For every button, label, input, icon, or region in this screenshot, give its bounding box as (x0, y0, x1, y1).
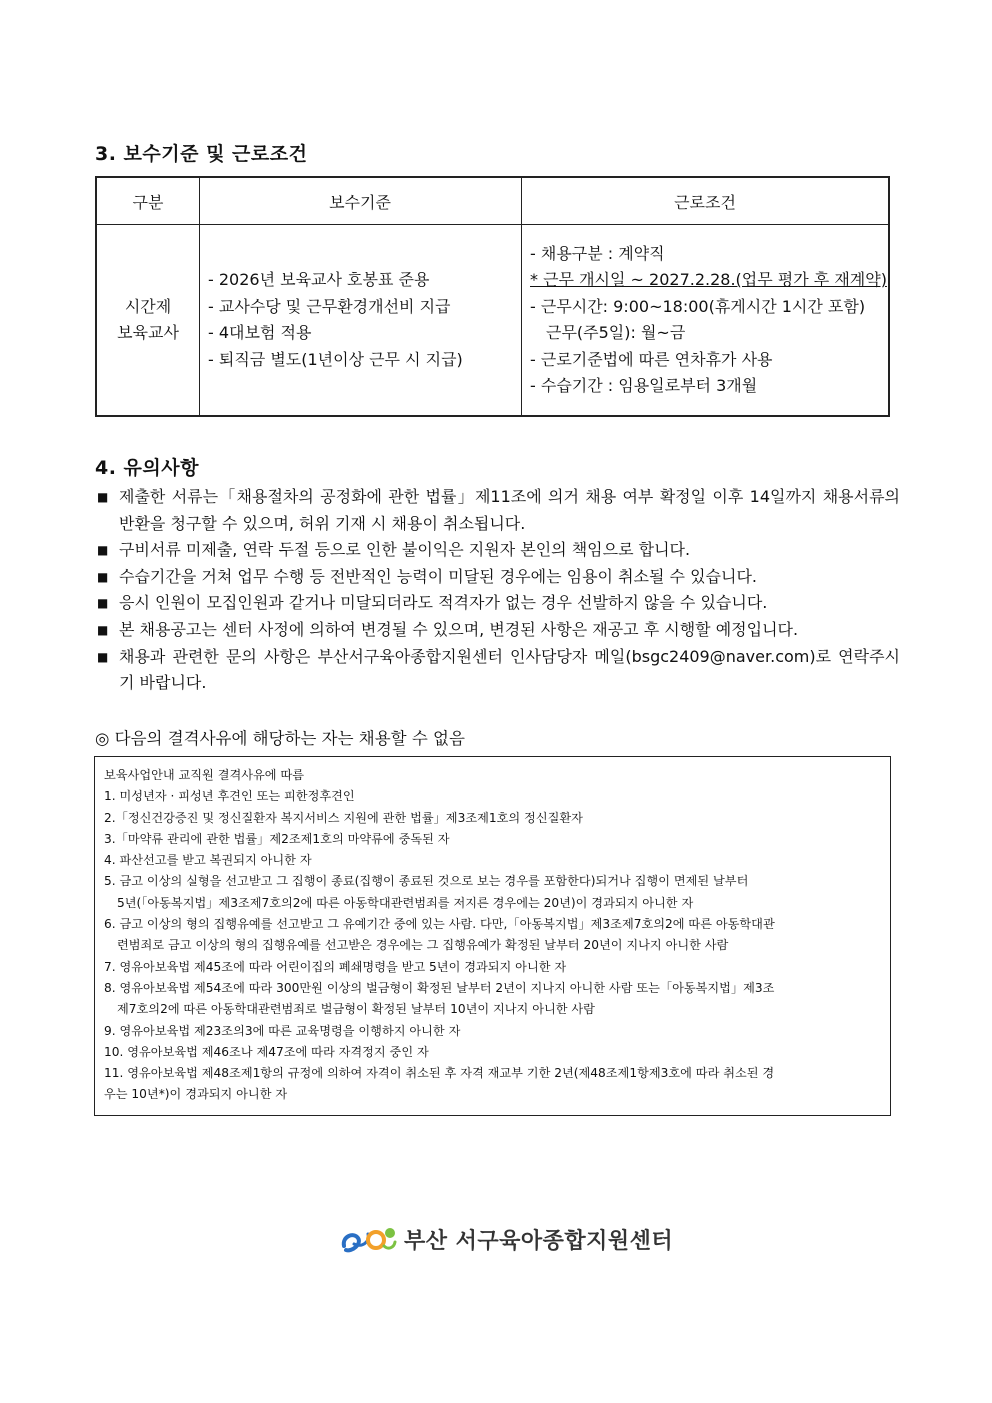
condition-item: - 수습기간 : 임용일로부터 3개월 (530, 376, 758, 395)
table-row (96, 225, 889, 417)
pay-item: - 4대보험 적용 (208, 323, 312, 342)
disqualification-line: 우는 10년*)이 경과되지 아니한 자 (104, 1087, 288, 1102)
condition-item: - 근로기준법에 따른 연차휴가 사용 (530, 349, 773, 369)
disqualification-line: 8. 영유아보육법 제54조에 따라 300만원 이상의 벌금형이 확정된 날부터 2년이 지나지 아니한 사람 또는「아동복지법」제3조 (104, 980, 775, 995)
disqualification-heading: ◎ 다음의 결격사유에 해당하는 자는 채용할 수 없음 (95, 729, 465, 748)
square-bullet-icon: ■ (97, 649, 109, 664)
disqualification-line: 보육사업안내 교직원 결격사유에 따름 (104, 768, 304, 782)
category-line: 시간제 (124, 296, 172, 316)
notes-list (95, 484, 900, 697)
square-bullet-icon: ■ (97, 569, 109, 584)
list-item: ■ 수습기간을 거쳐 업무 수행 등 전반적인 능력이 미달된 경우에는 임용이 취소될 수 있습니다. (95, 564, 900, 591)
pay-cell (200, 225, 522, 417)
category-cell (96, 225, 200, 417)
list-item: ■ 제출한 서류는「채용절차의 공정화에 관한 법률」제11조에 의거 채용 여부 확정일 이후 14일까지 채용서류의 반환을 청구할 수 있으며, 허위 기재 시 채용이 취소됩니다. (95, 484, 900, 537)
pay-conditions-table (95, 176, 890, 417)
condition-item: - 채용구분 : 계약직 (530, 243, 665, 263)
disqualification-line: 2.「정신건강증진 및 정신질환자 복지서비스 지원에 관한 법률」제3조제1호의 정신질환자 (104, 810, 583, 825)
condition-item-start-date: * 근무 개시일 ~ 2027.2.28.(업무 평가 후 재계약) (530, 270, 887, 289)
disqualification-line: 7. 영유아보육법 제45조에 따라 어린이집의 폐쇄명령을 받고 5년이 경과되지 아니한 자 (104, 959, 567, 974)
header-conditions: 근로조건 (522, 177, 890, 225)
list-item: ■ 응시 인원이 모집인원과 같거나 미달되더라도 적격자가 없는 경우 선발하지 않을 수 있습니다. (95, 590, 900, 617)
disqualification-line: 5년(「아동복지법」제3조제7호의2에 따른 아동학대관련범죄를 저지른 경우에는 20년)이 경과되지 아니한 자 (117, 895, 694, 910)
section3-title: 3. 보수기준 및 근로조건 (95, 143, 308, 165)
center-name: 부산 서구육아종합지원센터 (404, 1228, 674, 1254)
disqualification-line: 제7호의2에 따른 아동학대관련범죄로 벌금형이 확정된 날부터 10년이 지나지 아니한 사람 (117, 1002, 595, 1017)
pay-item: - 2026년 보육교사 호봉표 준용 (208, 270, 430, 289)
list-item: ■ 채용과 관련한 문의 사항은 부산서구육아종합지원센터 인사담당자 메일(bsgc2409@naver.com)로 연락주시기 바랍니다. (95, 644, 900, 697)
square-bullet-icon: ■ (97, 490, 109, 504)
disqualification-line: 3.「마약류 관리에 관한 법률」제2조제1호의 마약류에 중독된 자 (104, 831, 450, 846)
header-category: 구분 (96, 177, 200, 225)
square-bullet-icon: ■ (97, 596, 109, 611)
condition-item: 근무(주5일): 월~금 (546, 323, 686, 342)
table-header-row (96, 177, 889, 225)
disqualification-line: 1. 미성년자 · 피성년 후견인 또는 피한정후견인 (104, 789, 355, 804)
disqualification-line: 10. 영유아보육법 제46조나 제47조에 따라 자격정지 중인 자 (104, 1044, 429, 1059)
list-item: ■ 본 채용공고는 센터 사정에 의하여 변경될 수 있으며, 변경된 사항은 재공고 후 시행할 예정입니다. (95, 617, 900, 644)
center-logo-icon (340, 1222, 398, 1256)
list-item: ■ 구비서류 미제출, 연락 두절 등으로 인한 불이익은 지원자 본인의 책임으로 합니다. (95, 537, 900, 564)
disqualification-line: 련범죄로 금고 이상의 형의 집행유예를 선고받은 경우에는 그 집행유예가 확정된 날부터 20년이 지나지 아니한 사람 (117, 938, 729, 953)
header-pay: 보수기준 (200, 177, 522, 225)
pay-item: - 퇴직금 별도(1년이상 근무 시 지급) (208, 349, 463, 369)
square-bullet-icon: ■ (97, 622, 109, 637)
section4-title: 4. 유의사항 (95, 457, 199, 479)
disqualification-line: 11. 영유아보육법 제48조제1항의 규정에 의하여 자격이 취소된 후 자격 재교부 기한 2년(제48조제1항제3호에 따라 취소된 경 (104, 1066, 775, 1081)
square-bullet-icon: ■ (97, 543, 109, 558)
conditions-cell (522, 225, 890, 417)
disqualification-line: 5. 금고 이상의 실형을 선고받고 그 집행이 종료(집행이 종료된 것으로 보는 경우를 포함한다)되거나 집행이 면제된 날부터 (104, 874, 749, 889)
disqualification-box (94, 756, 891, 1116)
disqualification-line: 4. 파산선고를 받고 복권되지 아니한 자 (104, 853, 312, 868)
condition-item: - 근무시간: 9:00~18:00(휴게시간 1시간 포함) (530, 296, 866, 316)
category-line: 보육교사 (117, 323, 179, 342)
disqualification-line: 6. 금고 이상의 형의 집행유예를 선고받고 그 유예기간 중에 있는 사람. 다만,「아동복지법」제3조제7호의2에 따른 아동학대관 (104, 917, 775, 932)
pay-item: - 교사수당 및 근무환경개선비 지급 (208, 296, 451, 316)
disqualification-line: 9. 영유아보육법 제23조의3에 따른 교육명령을 이행하지 아니한 자 (104, 1023, 461, 1038)
center-logo (340, 1222, 673, 1256)
